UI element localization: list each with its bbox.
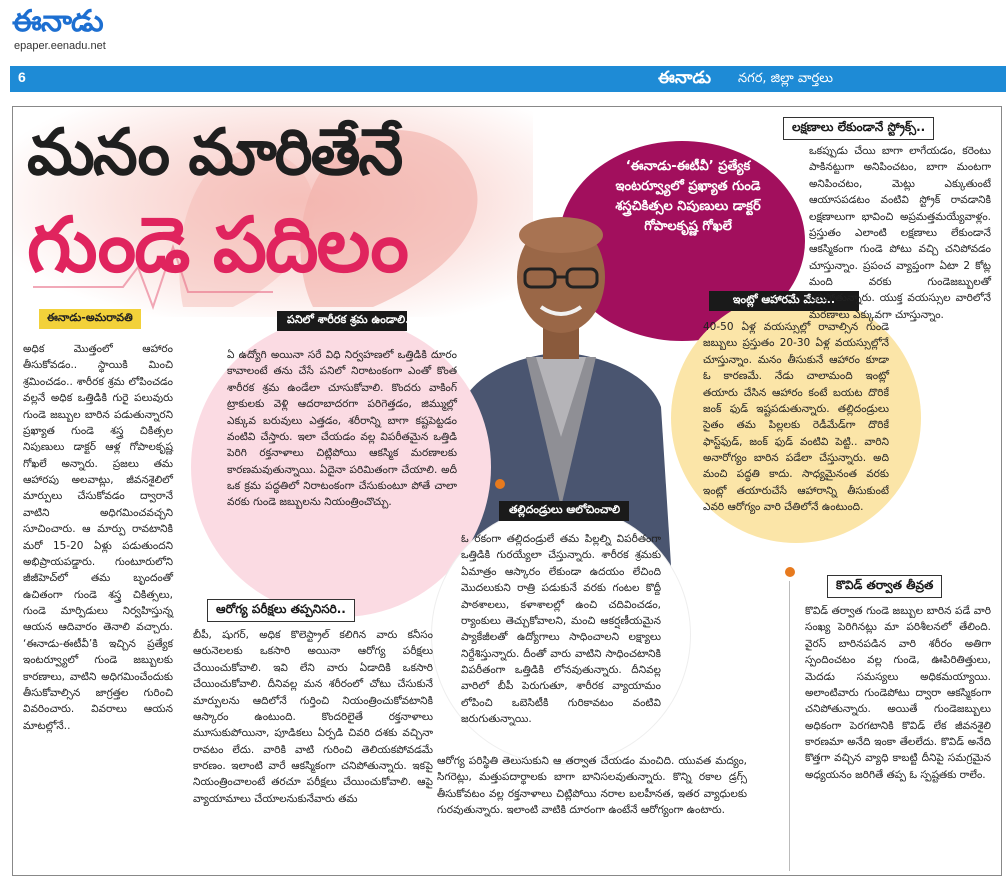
home-body: 40-50 ఏళ్ల వయస్సుల్లో రావాల్సిన గుండె జబ్బులు ప్రస్తుతం 20-30 ఏళ్ల వయస్సుల్లోనే చూస్తున్నాం. మనం తీసుకునే ఆహారం కూడా ఓ కారణమే. నేడు చాలామంది ఇంట్లో తయారు చేసిన ఆహారం కంటే బయట దొరికే జంక్ ఫుడ్ ఇష్టపడుతున్నారు. తల్లిదండ్రులు సైతం తమ పిల్లలకు రెడీమేడ్‌గా దొరికే ఫాస్ట్‌ఫుడ్, జంక్ ఫుడ్ వంటివి పెట్టి.. వారిని అనారోగ్యం బారిన పడేలా చేస్తున్నారు. అది మంచి పద్ధతి కాదు. సాధ్యమైనంత వరకు ఇంట్లో తయారుచేసే ఆహారాన్ని తీసుకుంటే ఎవరి ఆరోగ్యం వారి చేతిలోనే ఉంటుంది.: [703, 321, 889, 514]
symptoms-heading: లక్షణాలు లేకుండానే స్ట్రోక్స్..: [783, 117, 934, 140]
work-heading: పనిలో శారీరక శ్రమ ఉండాలి..: [277, 311, 407, 331]
headline-line1: మనం మారితేనే: [27, 116, 402, 190]
covid-body: కొవిడ్ తర్వాత గుండె జబ్బుల బారిన పడే వారి సంఖ్య పెరిగినట్లు మా పరిశీలనలో తేలింది. వైరస్ బారినపడిన వారి శరీరం అతిగా స్పందించటం వల్ల గుండె, ఊపిరితిత్తులు, మెదడు సమస్యలు అధికమయ్యాయి. అలాంటివారు గుండెపోటు ద్వారా ఆకస్మికంగా చనిపోతున్నారు. అయితే గుండెజబ్బులు అధికంగా పెరగటానికి కొవిడ్ లేక జీవనశైలి కారణమా అనేది ఇంకా తేలలేదు. కొవిడ్ అనేది కొత్తగా వచ్చిన వ్యాధి కాబట్టి దీనిపై సమగ్రమైన అధ్యయనం జరిగితే తప్ప ఓ స్పష్టతకు రాలేం.: [805, 605, 991, 781]
article-frame: [12, 106, 1002, 876]
intro-column: అధిక మొత్తంలో ఆహారం తీసుకోవడం.. స్థాయికి మించి శ్రమించడం.. శారీరక శ్రమ లోపించడం వల్లనే అధిక ఒత్తిడికి గురై పలువురు గుండె జబ్బుల బారిన పడుతున్నారని ప్రఖ్యాత గుండె శస్త్ర చికిత్సల నిపుణులు డాక్టర్ ఆళ్ల గోపాలకృష్ణ గోఖలే అన్నారు. ప్రజలు తమ ఆహారపు అలవాట్లు, జీవనశైలిలో మార్పులు చేసుకోవడం ద్వారానే వాటిని అధిగమించవచ్చని సూచించారు. ఆ మార్పు రావటానికి మరో 15-20 ఏళ్లు పడుతుందని అభిప్రాయపడ్డారు. గుంటూరులోని జీజీహెచ్‌లో తమ బృందంతో ఉచితంగా గుండె శస్త్ర చికిత్సలు, గుండె మార్పిడులు నిర్వహిస్తున్న ఆయన ఆదివారం తెనాలి వచ్చారు. ‘ఈనాడు-ఈటీవీ’కి ఇచ్చిన ప్రత్యేక ఇంటర్వ్యూలో గుండె జబ్బులకు కారణాలు, వాటిని అధిగమించేందుకు తీసుకోవాల్సిన జాగ్రత్తల గురించి వివరించారు. వివరాలు ఆయన మాటల్లోనే..: [23, 343, 173, 732]
home-heading: ఇంట్లో ఆహారమే మేలు..: [709, 291, 859, 311]
header-brand: ఈనాడు: [658, 68, 712, 88]
covid-divider: [789, 581, 790, 871]
covid-marker: [785, 567, 795, 577]
youth-body: ఆరోగ్య పరిస్థితి తెలుసుకుని ఆ తర్వాత చేయడం మంచిది. యువత మద్యం, సిగరెట్లు, మత్తుపదార్థాలకు బాగా బానిసలవుతున్నారు. కొన్ని రకాల డ్రగ్స్ తీసుకోవటం వల్ల రక్తనాళాలు చిట్లిపోయి నరాల బలహీనత, ఇతర వ్యాధులకు గురవుతున్నారు. ఇలాంటి వాటికి దూరంగా ఉంటేనే ఆరోగ్యంగా ఉంటారు.: [437, 755, 747, 817]
page-header-bar: [10, 66, 1006, 92]
page-number: 6: [18, 69, 26, 85]
eenadu-logo[interactable]: [10, 4, 140, 56]
intro-text: ‘ఈనాడు-ఈటీవీ’ ప్రత్యేక ఇంటర్వ్యూలో ప్రఖ్యాత గుండె శస్త్రచికిత్సల నిపుణులు డాక్టర్ గోపాలకృష్ణ గోఖలే: [615, 159, 761, 235]
covid-heading: కొవిడ్ తర్వాత తీవ్రత: [827, 575, 942, 598]
logo-url[interactable]: epaper.eenadu.net: [14, 40, 106, 52]
headline-line2: గుండె పదిలం: [27, 200, 407, 289]
parents-marker: [495, 479, 505, 489]
header-section: నగర, జిల్లా వార్తలు: [738, 71, 833, 86]
work-body: ఏ ఉద్యోగి అయినా సరే విధి నిర్వహణలో ఒత్తిడికి దూరం కావాలంటే తను చేసే పనిలో నిరాటంకంగా ఎంతో కొంత శారీరక శ్రమ ఉండేలా చూసుకోవాలి. కొందరు వాకింగ్ ట్రాకులకు వెళ్లి ఆదరాబాదరగా పరిగెత్తడం, జిమ్ముల్లో ఎక్కువ బరువులు ఎత్తడం, శరీరాన్ని బాగా కష్టపెట్టడం వంటివి చేస్తారు. ఇలా చేయడం వల్ల విపరీతమైన ఒత్తిడి పెరిగి రక్తనాళాలు చిట్లిపోయి ఆకస్మిక మరణాలకు కారణమవుతున్నాయి. ఏదైనా పరిమితంగా చేయాలి. అదీ ఒక క్రమ పద్ధతిలో నిరాటంకంగా చేసుకుంటూ పోతే చాలా వరకు గుండె జబ్బులను నియంత్రించొచ్చు.: [227, 349, 457, 509]
logo-wordmark: ఈనాడు: [12, 4, 103, 39]
parents-heading: తల్లిదండ్రులు ఆలోచించాలి: [499, 501, 629, 521]
tests-heading: ఆరోగ్య పరీక్షలు తప్పనిసరి..: [207, 599, 355, 622]
symptoms-body-top: ఒకప్పుడు చేయి బాగా లాగేయడం, కరెంటు పాకినట్టుగా అనిపించటం, బాగా మంటగా అనిపించటం, మెట్లు ఎక్కుతుంటే ఆయాసపడటం వంటివి స్ట్రోక్ రావడానికి లక్షణాలుగా భావించి అప్రమత్తమయ్యేవాళ్లం. ప్రస్తుతం ఎలాంటి లక్షణాలు లేకుండానే ఆకస్మికంగా గుండె పోటు వచ్చి చనిపోవడం చూస్తున్నాం. ప్రపంచ వ్యాప్తంగా ఏటా 2 కోట్ల మంది వరకు గుండెజబ్బులతో చనిపోతున్నారు. యుక్త వయస్సుల వారిలోనే మరణాలు ఎక్కువగా చూస్తున్నాం.: [809, 145, 991, 321]
tests-body: బీపీ, షుగర్, అధిక కొలెస్ట్రాల్ కలిగిన వారు కనీసం ఆరునెలలకు ఒకసారి అయినా ఆరోగ్య పరీక్షలు చేయించుకోవాలి. ఇవి లేని వారు ఏడాదికి ఒకసారి చేయించుకోవాలి. దీనివల్ల మన శరీరంలో చోటు చేసుకునే మార్పులను ఆదిలోనే గుర్తించి నియంత్రించుకోవటానికి ఆస్కారం ఉంటుంది. కొందరిలైతే రక్తనాళాలు మూసుకుపోయినా, పూడికలు ఏర్పడి చివరి దశకు వచ్చినా రావటం లేదు. వారికి వాటి గురించి తెలియకపోవడమే కారణం. ఇలాంటి వారే ఆకస్మికంగా చనిపోతున్నారు. ఇకపై నియంత్రించాలంటే తరచూ పరీక్షలు చేయించుకోవాలి. ఆపై వ్యాయామాలు చేయాలనుకునేవారు తమ: [193, 629, 433, 805]
parents-body: ఓ రకంగా తల్లిదండ్రులే తమ పిల్లల్ని విపరీతంగా ఒత్తిడికి గురయ్యేలా చేస్తున్నారు. శారీరక శ్రమకు ఏమాత్రం ఆస్కారం లేకుండా ఉదయం లేచింది మొదలుకుని రాత్రి పడుకునే వరకు గంటల కొద్దీ పాఠశాలలు, కళాశాలల్లో ఉంచి చదివించడం, ర్యాంకులు తెచ్చుకోవాలని, మంచి ఆకర్షణీయమైన ప్యాకేజీలతో ఉద్యోగాలు సాధించాలని లక్ష్యాలు నిర్దేశిస్తున్నారు. దీంతో వారు వాటిని సాధించటానికి విపరీతంగా ఒత్తిడికి లోనవుతున్నారు. దీనివల్ల వారిలో బీపీ పెరుగుతూ, శారీరక వ్యాయామం లోపించి ఒబెసిటీకి గురికావటం వంటివి జరుగుతున్నాయి.: [461, 533, 661, 726]
byline: ఈనాడు-అమరావతి: [39, 309, 141, 329]
symptoms-body-side: [923, 295, 993, 575]
